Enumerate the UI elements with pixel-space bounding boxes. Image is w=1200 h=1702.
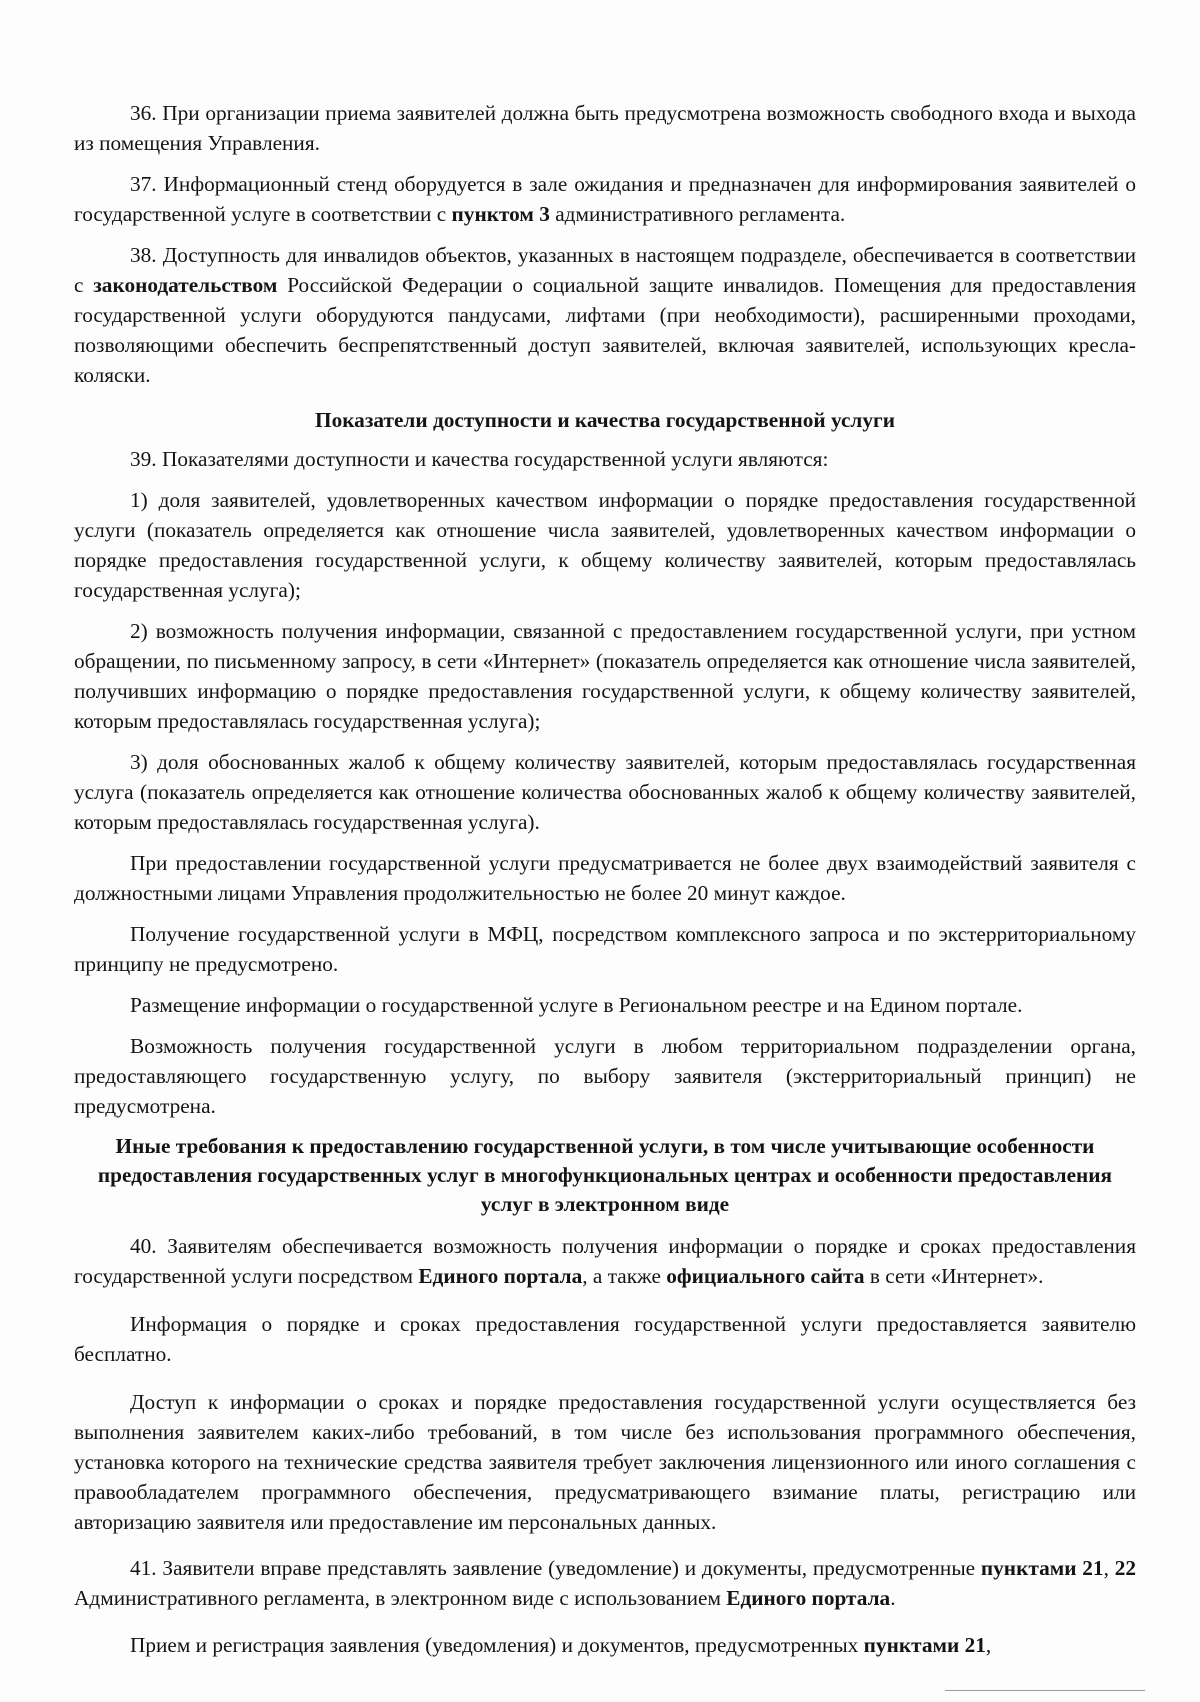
paragraph-38 bbox=[74, 240, 1136, 390]
p36-text: 36. При организации приема заявителей должна быть предусмотрена возможность свободного входа и выхода из помещения Управления. bbox=[74, 101, 1136, 155]
p40-text: 40. Заявителям обеспечивается возможность получения информации о порядке и сроках предоставления государственной услуги посредством bbox=[74, 1234, 1136, 1288]
paragraph-39-item-2: 2) возможность получения информации, связанной с предоставлением государственной услуги, при устном обращении, по письменному запросу, в сети «Интернет» (показатель определяется как отношение числа заявителей, получивших информацию о порядке предоставления государственной услуги, к общему количеству заявителей, которым предоставлялась государственная услуга); bbox=[74, 619, 1136, 733]
p-last-text: Прием и регистрация заявления (уведомления) и документов, предусмотренных bbox=[130, 1633, 864, 1657]
paragraph-mfc: Получение государственной услуги в МФЦ, посредством комплексного запроса и по экстерриториальному принципу не предусмотрено. bbox=[74, 922, 1136, 976]
paragraph-40 bbox=[74, 1231, 1136, 1291]
p38-text: 38. Доступность для инвалидов объектов, указанных в настоящем подразделе, обеспечивается в соответствии с bbox=[74, 243, 1136, 297]
p41-bold-ref-22: 22 bbox=[1114, 1556, 1136, 1580]
section-heading-availability: Показатели доступности и качества государственной услуги bbox=[315, 408, 895, 432]
paragraph-36 bbox=[74, 98, 1136, 158]
document-body bbox=[74, 98, 1136, 1671]
p38-bold-ref: законодательством bbox=[93, 273, 278, 297]
p40-text-mid: , а также bbox=[582, 1264, 667, 1288]
paragraph-last bbox=[74, 1630, 1136, 1660]
paragraph-37 bbox=[74, 169, 1136, 229]
p38-text-end: Российской Федерации о социальной защите инвалидов. Помещения для предоставления государственной услуги оборудуются пандусами, лифтами (при необходимости), расширенными проходами, позволяющими обеспечить беспрепятственный доступ заявителей, включая заявителей, использующих кресла-коляски. bbox=[74, 273, 1136, 387]
p37-bold-ref: пунктом 3 bbox=[451, 202, 550, 226]
paragraph-free: Информация о порядке и сроках предоставления государственной услуги предоставляется заявителю бесплатно. bbox=[74, 1312, 1136, 1366]
p41-sep: , bbox=[1103, 1556, 1115, 1580]
p41-text-mid: Административного регламента, в электронном виде с использованием bbox=[74, 1586, 727, 1610]
p40-bold-portal: Единого портала bbox=[418, 1264, 583, 1288]
p41-bold-ref-21: пунктами 21 bbox=[980, 1556, 1104, 1580]
paragraph-41 bbox=[74, 1553, 1136, 1613]
paragraph-territorial: Возможность получения государственной услуги в любом территориальном подразделении органа, предоставляющего государственную услугу, по выбору заявителя (экстерриториальный принцип) не предусмотрена. bbox=[74, 1034, 1136, 1118]
p37-text: 37. Информационный стенд оборудуется в зале ожидания и предназначен для информирования заявителей о государственной услуге в соответствии с bbox=[74, 172, 1136, 226]
p40-bold-site: официального сайта bbox=[666, 1264, 865, 1288]
paragraph-registry: Размещение информации о государственной услуге в Региональном реестре и на Едином портале. bbox=[130, 993, 1023, 1017]
paragraph-access: Доступ к информации о сроках и порядке предоставления государственной услуги осуществляется без выполнения заявителем каких-либо требований, в том числе без использования программного обеспечения, установка которого на технические средства заявителя требует заключения лицензионного или иного соглашения с правообладателем программного обеспечения, предусматривающего взимание платы, регистрацию или авторизацию заявителя или предоставление им персональных данных. bbox=[74, 1390, 1136, 1534]
footer-line-fragment bbox=[945, 1690, 1145, 1691]
p41-bold-portal: Единого портала bbox=[726, 1586, 891, 1610]
paragraph-39-item-1: 1) доля заявителей, удовлетворенных качеством информации о порядке предоставления государственной услуги (показатель определяется как отношение числа заявителей, удовлетворенных качеством информации о порядке предоставления государственной услуги, к общему количеству заявителей, которым предоставлялась государственная услуга); bbox=[74, 488, 1136, 602]
paragraph-interactions: При предоставлении государственной услуги предусматривается не более двух взаимодействий заявителя с должностными лицами Управления продолжительностью не более 20 минут каждое. bbox=[74, 851, 1136, 905]
paragraph-39-item-3: 3) доля обоснованных жалоб к общему количеству заявителей, которым предоставлялась государственная услуга (показатель определяется как отношение количества обоснованных жалоб к общему количеству заявителей, которым предоставлялась государственная услуга). bbox=[74, 750, 1136, 834]
p40-text-end: в сети «Интернет». bbox=[864, 1264, 1044, 1288]
p-last-text-end: , bbox=[985, 1633, 992, 1657]
paragraph-39: 39. Показателями доступности и качества государственной услуги являются: bbox=[130, 447, 829, 471]
p41-text-end: . bbox=[890, 1586, 896, 1610]
section-heading-other-requirements: Иные требования к предоставлению государственной услуги, в том числе учитывающие особенности предоставления государственных услуг в многофункциональных центрах и особенности предоставления услуг в электронном виде bbox=[97, 1134, 1113, 1216]
p41-text: 41. Заявители вправе представлять заявление (уведомление) и документы, предусмотренные bbox=[130, 1556, 981, 1580]
p-last-bold-ref: пунктами 21 bbox=[863, 1633, 986, 1657]
p37-text-end: административного регламента. bbox=[549, 202, 846, 226]
